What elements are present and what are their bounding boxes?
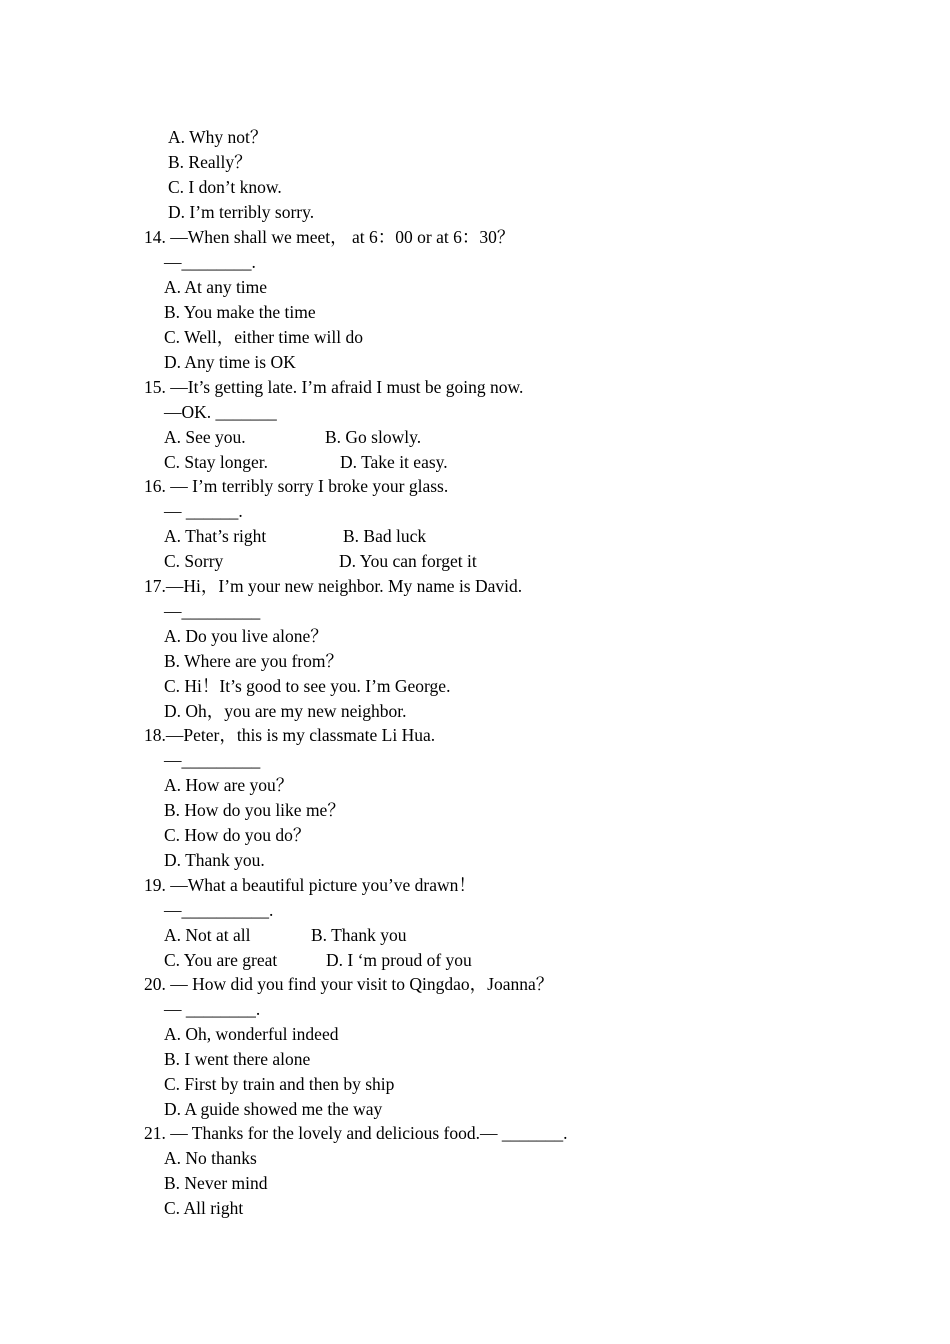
q16-option-d: D. You can forget it	[339, 551, 477, 571]
q15-option-b: B. Go slowly.	[325, 427, 422, 447]
q19-question: 19. —What a beautiful picture you’ve drawn！	[144, 875, 476, 895]
q21-option-c: C. All right	[164, 1198, 244, 1218]
q21-question: 21. — Thanks for the lovely and delicious food.— _______.	[144, 1123, 568, 1143]
q17-option-d: D. Oh，you are my new neighbor.	[164, 701, 407, 721]
q20-option-a: A. Oh, wonderful indeed	[164, 1024, 339, 1044]
q13-option-c: C. I don’t know.	[168, 177, 282, 197]
q14-option-d: D. Any time is OK	[164, 352, 296, 372]
q17-reply: —_________	[164, 601, 261, 621]
q18-option-a: A. How are you？	[164, 775, 294, 795]
q20-option-d: D. A guide showed me the way	[164, 1099, 383, 1119]
q17-question: 17.—Hi，I’m your new neighbor. My name is David.	[144, 576, 523, 596]
q14-option-c: C. Well，either time will do	[164, 327, 364, 347]
q15-reply: —OK. _______	[164, 402, 277, 422]
q19-option-a: A. Not at all	[164, 925, 251, 945]
q16-reply: — ______.	[164, 501, 243, 521]
q15-question: 15. —It’s getting late. I’m afraid I must be going now.	[144, 377, 524, 397]
q16-option-a: A. That’s right	[164, 526, 267, 546]
q14-option-a: A. At any time	[164, 277, 268, 297]
q14-question: 14. —When shall we meet， at 6：00 or at 6：30？	[144, 227, 515, 247]
q18-option-b: B. How do you like me？	[164, 800, 345, 820]
q17-option-a: A. Do you live alone？	[164, 626, 328, 646]
q16-question: 16. — I’m terribly sorry I broke your glass.	[144, 476, 449, 496]
q16-option-c: C. Sorry	[164, 551, 224, 571]
q15-option-a: A. See you.	[164, 427, 246, 447]
q20-option-b: B. I went there alone	[164, 1049, 311, 1069]
q15-option-c: C. Stay longer.	[164, 452, 269, 472]
q14-reply: —________.	[164, 252, 256, 272]
q17-option-c: C. Hi！It’s good to see you. I’m George.	[164, 676, 451, 696]
q19-reply: —__________.	[164, 900, 274, 920]
q20-reply: — ________.	[164, 999, 261, 1019]
q13-option-d: D. I’m terribly sorry.	[168, 202, 315, 222]
q21-option-b: B. Never mind	[164, 1173, 268, 1193]
q20-question: 20. — How did you find your visit to Qingdao，Joanna？	[144, 974, 554, 994]
q17-option-b: B. Where are you from？	[164, 651, 343, 671]
q18-option-c: C. How do you do？	[164, 825, 311, 845]
q15-option-d: D. Take it easy.	[340, 452, 448, 472]
q19-option-d: D. I ‘m proud of you	[326, 950, 472, 970]
q18-question: 18.—Peter，this is my classmate Li Hua.	[144, 725, 436, 745]
q19-option-c: C. You are great	[164, 950, 278, 970]
q18-option-d: D. Thank you.	[164, 850, 265, 870]
q13-option-b: B. Really？	[168, 152, 252, 172]
q13-option-a: A. Why not？	[168, 127, 268, 147]
q20-option-c: C. First by train and then by ship	[164, 1074, 395, 1094]
q21-option-a: A. No thanks	[164, 1148, 257, 1168]
q14-option-b: B. You make the time	[164, 302, 316, 322]
q19-option-b: B. Thank you	[311, 925, 407, 945]
q18-reply: —_________	[164, 750, 261, 770]
q16-option-b: B. Bad luck	[343, 526, 427, 546]
